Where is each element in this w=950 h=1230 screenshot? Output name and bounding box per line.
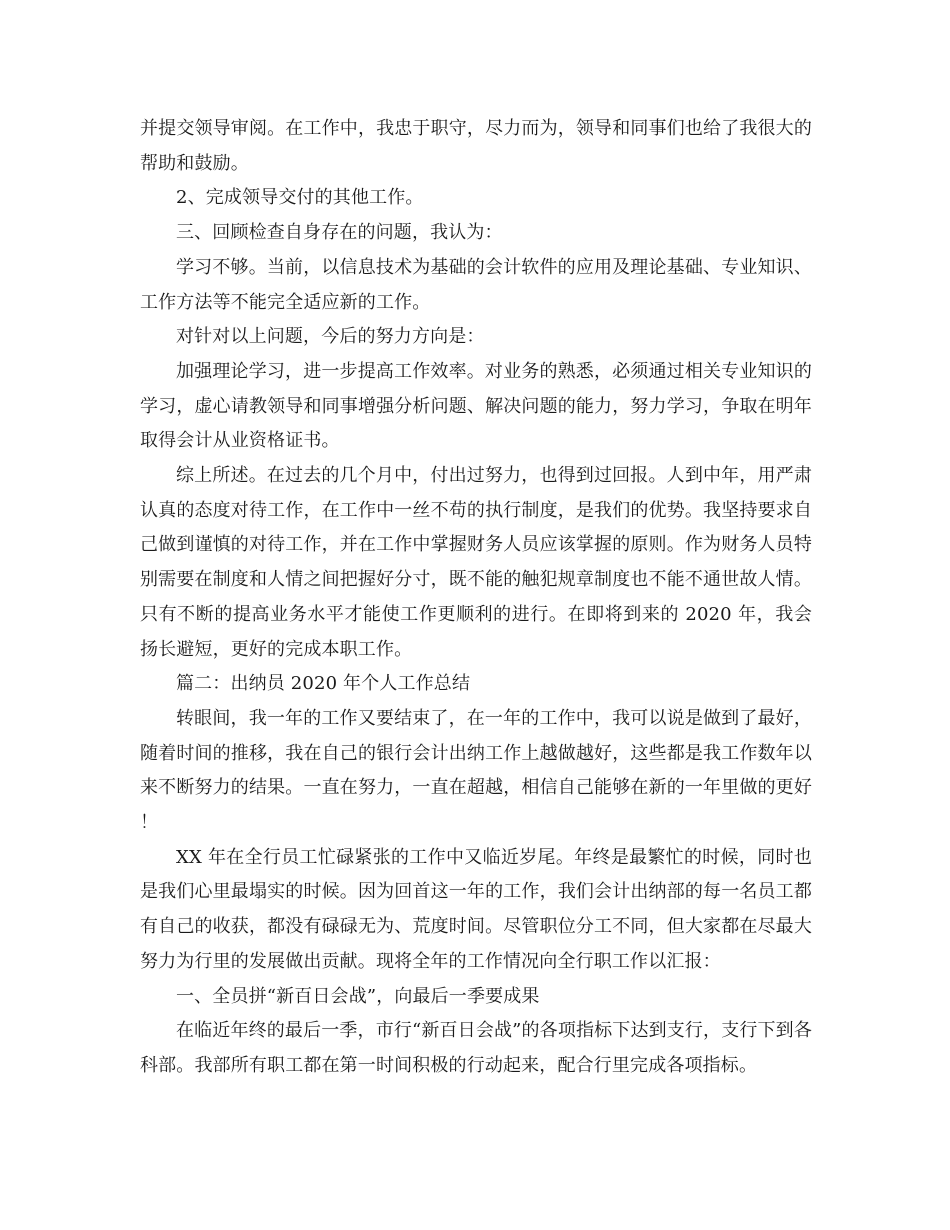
article-heading: 篇二：出纳员 2020 年个人工作总结 [176, 673, 471, 695]
paragraph: 2、完成领导交付的其他工作。 [176, 187, 424, 209]
paragraph: 学习不够。当前，以信息技术为基础的会计软件的应用及理论基础、专业知识、工作方法等不能完全适应新的工作。 [140, 256, 812, 313]
paragraph: 加强理论学习，进一步提高工作效率。对业务的熟悉，必须通过相关专业知识的学习，虚心请教领导和同事增强分析问题、解决问题的能力，努力学习，争取在明年取得会计从业资格证书。 [140, 360, 812, 452]
section-heading: 一、全员拼“新百日会战”，向最后一季要成果 [176, 985, 540, 1007]
paragraph: 并提交领导审阅。在工作中，我忠于职守，尽力而为，领导和同事们也给了我很大的帮助和鼓励。 [140, 118, 812, 174]
document-body [140, 112, 812, 1084]
paragraph: XX 年在全行员工忙碌紧张的工作中又临近岁尾。年终是最繁忙的时候，同时也是我们心里最塌实的时候。因为回首这一年的工作，我们会计出纳部的每一名员工都有自己的收获，都没有碌碌无为、荒度时间。尽管职位分工不同，但大家都在尽最大努力为行里的发展做出贡献。现将全年的工作情况向全行职工作以汇报： [140, 846, 812, 972]
paragraph: 综上所述。在过去的几个月中，付出过努力，也得到过回报。人到中年，用严肃认真的态度对待工作，在工作中一丝不苟的执行制度，是我们的优势。我坚持要求自己做到谨慎的对待工作，并在工作中掌握财务人员应该掌握的原则。作为财务人员特别需要在制度和人情之间把握好分寸，既不能的触犯规章制度也不能不通世故人情。只有不断的提高业务水平才能使工作更顺利的进行。在即将到来的 2020 年，我会扬长避短，更好的完成本职工作。 [140, 465, 812, 660]
paragraph: 对针对以上问题，今后的努力方向是： [176, 326, 485, 348]
paragraph: 转眼间，我一年的工作又要结束了，在一年的工作中，我可以说是做到了最好，随着时间的推移，我在自己的银行会计出纳工作上越做越好，这些都是我工作数年以来不断努力的结果。一直在努力，一直在超越，相信自己能够在新的一年里做的更好！ [140, 707, 812, 834]
section-heading: 三、回顾检查自身存在的问题，我认为： [176, 222, 503, 244]
paragraph: 在临近年终的最后一季，市行“新百日会战”的各项指标下达到支行，支行下到各科部。我部所有职工都在第一时间积极的行动起来，配合行里完成各项指标。 [140, 1020, 812, 1076]
